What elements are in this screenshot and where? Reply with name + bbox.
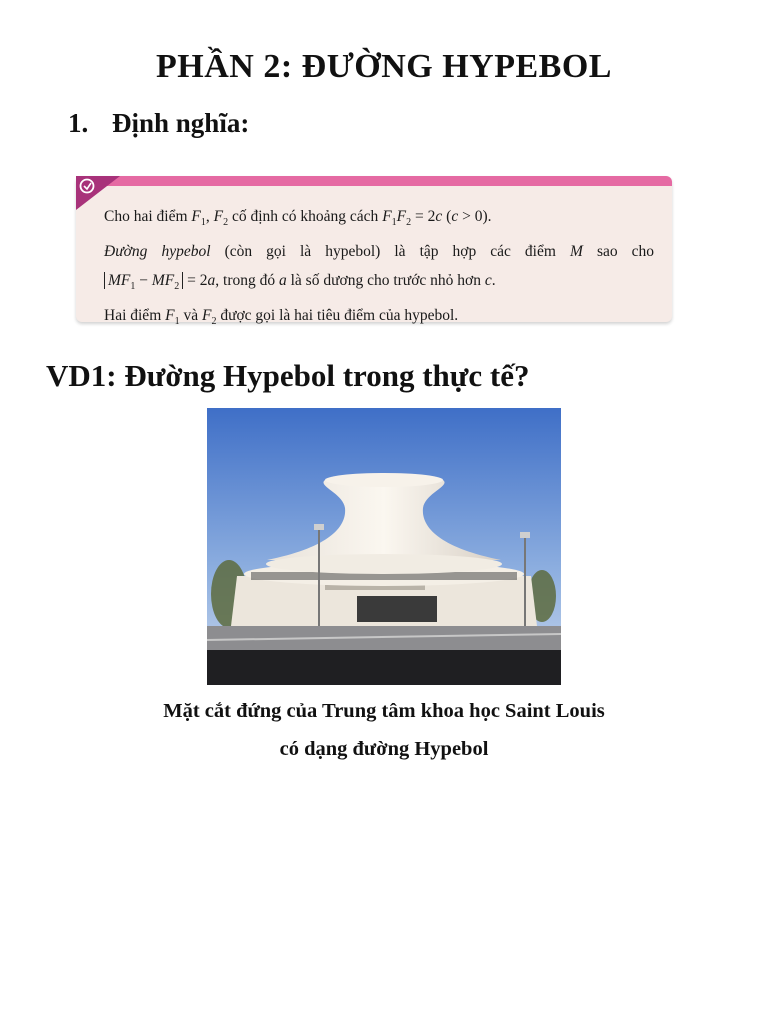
def-text-1a: Cho hai điểm [104, 208, 188, 225]
section-label: Định nghĩa: [112, 108, 250, 138]
definition-line-3: $MF_1 - MF_2 = 2a$, trong đó a là số dương cho trước nhỏ hơn c. [104, 266, 654, 301]
definition-line-1: Cho hai điểm $F_1$, $F_2$ cố định có khoảng cách $F_1F_2 = 2c$ (c > 0). [104, 208, 492, 229]
definition-box [76, 176, 672, 328]
def-text-3a: , trong đó [215, 272, 276, 290]
example-heading: VD1: Đường Hypebol trong thực tế? [46, 358, 530, 393]
section-heading [68, 108, 249, 139]
science-center-photo [207, 408, 561, 685]
page-title: PHẦN 2: ĐƯỜNG HYPEBOL [156, 48, 612, 85]
caption-line-2: có dạng đường Hypebol [279, 738, 489, 760]
def-text-4c: được gọi là hai tiêu điểm của hypebol. [220, 307, 459, 325]
definition-line-4: Hai điểm $F_1$ và $F_2$ được gọi là hai tiêu điểm của hypebol. [104, 307, 459, 328]
caption-line-1: Mặt cắt đứng của Trung tâm khoa học Saint Louis [163, 700, 605, 722]
section-number: 1. [68, 108, 89, 138]
def-text-4b: và [183, 307, 199, 325]
def-text-2a: (còn gọi là hypebol) là tập hợp các điểm [224, 243, 556, 261]
definition-line-2: Đường hypebol (còn gọi là hypebol) là tập hợp các điểm M sao cho [104, 243, 655, 261]
def-text-1b: cố định có khoảng cách [231, 208, 379, 225]
definition-box-header-bar [76, 176, 672, 186]
def-text-4a: Hai điểm [104, 307, 162, 325]
definition-text [104, 202, 654, 336]
def-text-3b: là số dương cho trước nhỏ hơn [290, 272, 481, 290]
def-term: Đường hypebol [104, 243, 211, 261]
def-text-2b: sao cho [596, 243, 655, 261]
